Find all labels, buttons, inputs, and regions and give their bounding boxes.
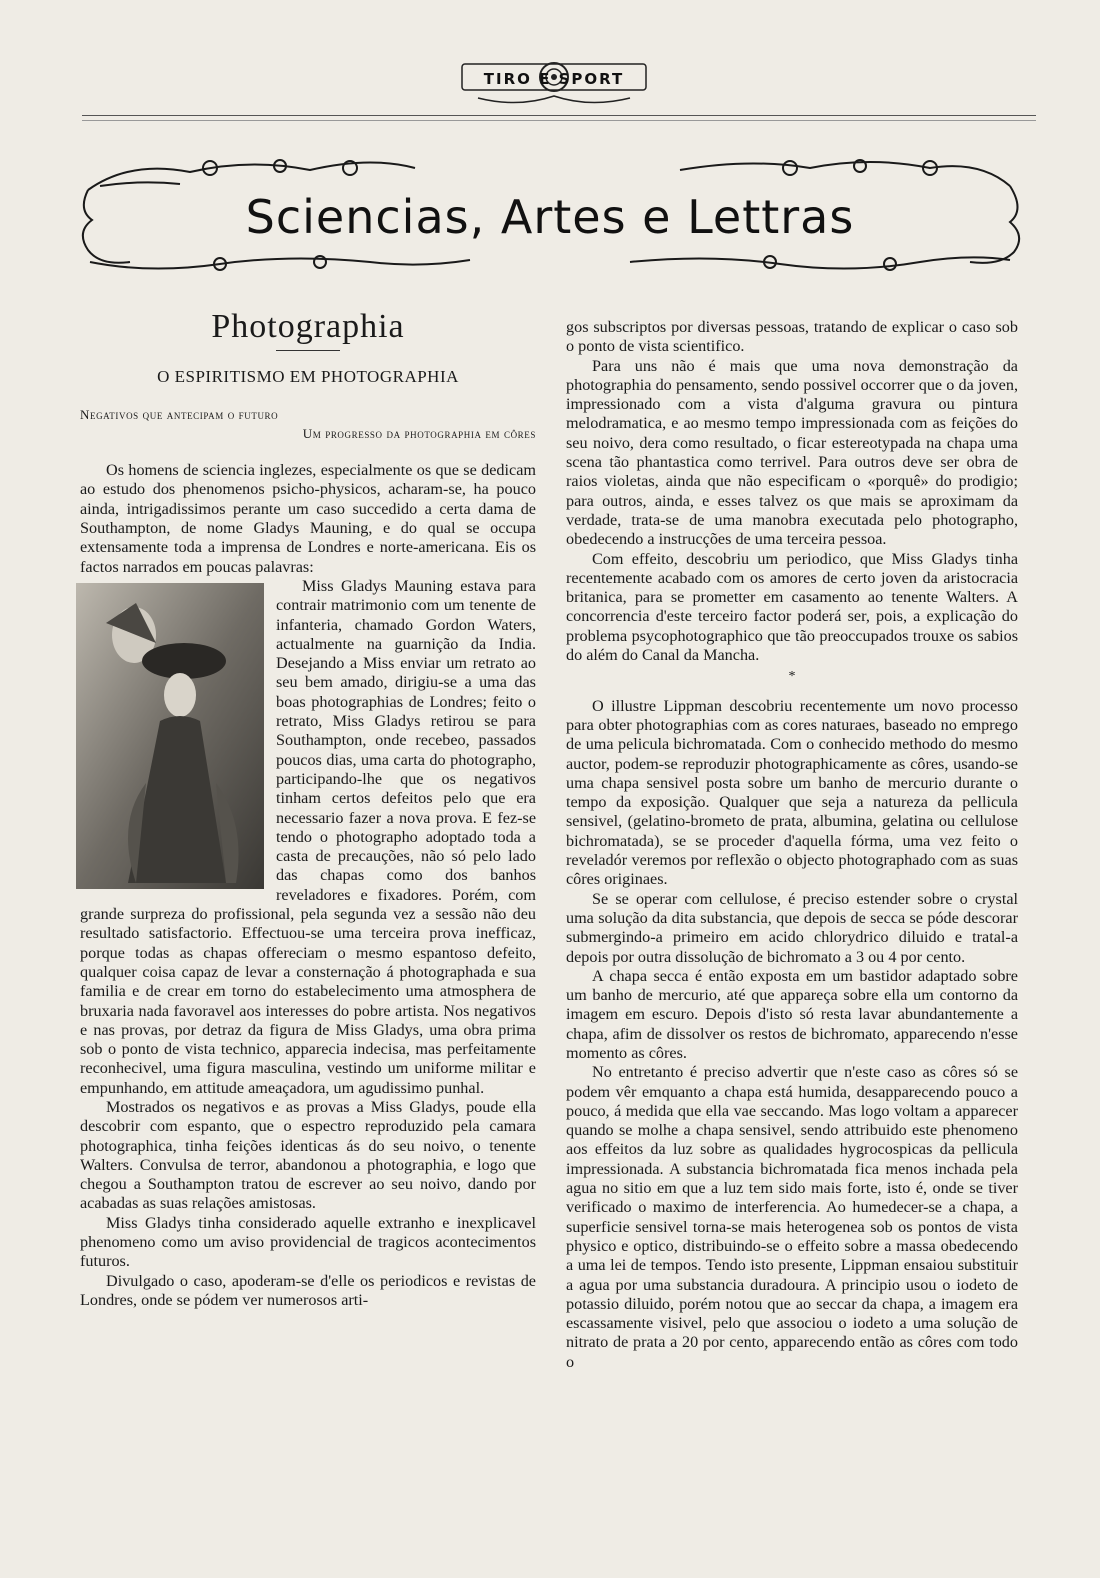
article-kicker-second: Um progresso da photographia em côres	[302, 425, 536, 441]
paragraph: Miss Gladys Mauning estava para contrair matrimonio com um tenente de infanteria, chamado Gordon Waters, actualmente na guarnição da India. Desejando a Miss enviar um retrato ao seu bem amado, dirigiu-se a uma das boas photographias de Londres; feito o retrato, Miss Gladys retirou se para Southampton, onde recebeo, passados poucos dias, uma carta do photographo, participando-lhe que os negativos tinham certos defeitos pelo que era necessario fazer a nova prova. E fez-se tendo o photographo adoptado toda a casta de precauções, não só pelo lado das chapas como dos banhos reveladores e fixadores. Porém, com grande surpreza do profissional, pela segunda vez a sessão não deu resultado satisfactorio. Effectuou-se uma terceira prova inefficaz, porque todas as chapas offereciam o mesmo espantoso defeito, qualquer coisa capaz de levar a consternação á photographada e sua familia e de crear em torno do estabelecimento uma atmosphera de bruxaria nada favoravel aos interesses do pobre artista. Nos negativos e nas provas, por detraz da figura de Miss Gladys, uma obra prima sob o ponto de vista technico, apparecia indecisa, mas perfeitamente reconhecivel, uma figura masculina, vestindo um uniforme militar e empunhando, em attitude ameaçadora, um agudissimo punhal.	[80, 576, 536, 1097]
paragraph: Mostrados os negativos e as provas a Miss Gladys, poude ella descobrir com espanto, que o espectro reproduzido pela camara photographica, tinha feições identicas ás do seu noivo, o tenente Walters. Convulsa de terror, abandonou a photographia, e logo que chegou a Southampton tratou de escrever ao seu noivo, dando por acabadas as suas relações amistosas.	[80, 1097, 536, 1213]
header-rule	[82, 115, 1036, 116]
portrait-illustration	[76, 583, 264, 889]
paragraph: Para uns não é mais que uma nova demonstração da photographia do pensamento, sendo possivel occorrer que o da joven, impressionado com a vista d'alguma gravura ou pintura melodramatica, e ao mesmo tempo impressionada com as feições do seu noivo, dera como resultado, o ficar estereotypada na chapa uma scena tão phantastica como terrivel. Para outros deve ser obra de raios violetas, ainda que não especificam o «porquê» do prodigio; para outros, ainda, e esses talvez os que mais se aproximam da verdade, trata-se de uma manobra executada pelo photographo, obedecendo a instrucções de uma terceira pessoa.	[566, 356, 1018, 549]
portrait-photo	[76, 583, 264, 889]
section-title: Sciencias, Artes e Lettras	[245, 190, 855, 244]
section-separator: *	[788, 669, 796, 685]
left-column	[80, 305, 536, 1310]
paragraph: gos subscriptos por diversas pessoas, tratando de explicar o caso sob o ponto de vista scientifico.	[566, 318, 1018, 356]
title-rule	[276, 350, 340, 351]
header-rule-secondary	[82, 120, 1036, 121]
article-subtitle: O ESPIRITISMO EM PHOTOGRAPHIA	[157, 367, 459, 387]
paragraph: O illustre Lippman descobriu recentemente um novo processo para obter photographias com as cores naturaes, baseado no emprego de uma pelicula bichromatada. Com o conhecido methodo do mesmo auctor, podem-se reproduzir photographicamente as côres, usando-se uma chapa sensivel posta sobre um banho de mercurio durante o tempo da exposição. Qualquer que seja a natureza da pellicula sensivel, (gelatino-brometo de prata, albumina, gelatina ou cellulose bichromatada), se se proceder d'aquella fórma, uma vez feito o reveladór veremos por reflexão o objecto photographado com as suas côres originaes.	[566, 696, 1018, 889]
paragraph: Os homens de sciencia inglezes, especialmente os que se dedicam ao estudo dos phenomenos psicho-physicos, acharam-se, ha pouco ainda, intrigadissimos perante um caso succedido a certa dama de Southampton, de nome Gladys Mauning, e do qual se occupa extensamente toda a imprensa de Londres e norte-americana. Eis os factos narrados em poucas palavras:	[80, 461, 536, 576]
paragraph: Com effeito, descobriu um periodico, que Miss Gladys tinha recentemente acabado com os amores de certo joven da aristocracia britanica, para se prometter em casamento ao tenente Walters. A concorrencia d'este terceiro factor poderá ser, pois, a explicação do problema psycophotographico que tão preoccupados trouxe os sabios do além do Canal da Mancha.	[566, 549, 1018, 665]
article-kicker-first: Negativos que antecipam o futuro	[80, 406, 279, 422]
article-title: Photographia	[211, 308, 405, 345]
paragraph: Se se operar com cellulose, é preciso estender sobre o crystal uma solução da dita substancia, que depois de secca se póde descorar submergindo-a primeiro em acido chlorydrico diluido e tratal-a depois por outra dissolução de bichromato a 3 ou 4 por cento.	[566, 889, 1018, 966]
masthead-logo	[458, 56, 650, 108]
paragraph: No entretanto é preciso advertir que n'este caso as côres só se podem vêr emquanto a chapa está humida, desapparecendo pouco a pouco, á medida que ella vae seccando. Mas logo voltam a apparecer quando se molhe a chapa sensivel, sendo attribuido este phenomeno aos effeitos da luz sobre as qualidades hygrocospicas da pellicula impressionada. A substancia bichromatada fica menos inchada pela agua no sitio em que a luz tem sido mais forte, isto é, onde se tiver verificado o maximo de interferencia. Ao humedecer-se a chapa, a superficie sensivel torna-se mais heterogenea sob os pontos de vista physico e optico, distribuindo-se o effeito sobre a massa obedecendo a uma lei de tempos. Tendo isto presente, Lippman ensaiou substituir a agua por uma substancia duradoura. A principio usou o iodeto de potassio diluido, porém notou que ao seccar da chapa, a imagem era escassamente visivel, pelo que associou o iodeto a uma solução de nitrato de prata a 20 por cento, apparecendo então as côres com todo o	[566, 1063, 1018, 1371]
paragraph: Divulgado o caso, apoderam-se d'elle os periodicos e revistas de Londres, onde se pódem ver numerosos arti-	[80, 1271, 536, 1309]
right-column	[566, 318, 1018, 1372]
paragraph: A chapa secca é então exposta em um bastidor adaptado sobre um banho de mercurio, até que appareça sobre ella um contorno da imagem em escuro. Depois d'isto só resta lavar abundantemente a chapa, afim de dissolver os restos de bichromato, apparecendo n'esse momento as côres.	[566, 966, 1018, 1062]
masthead-title: TIRO E SPORT	[483, 70, 625, 88]
paragraph: Miss Gladys tinha considerado aquelle extranho e inexplicavel phenomeno como um aviso providencial de tragicos acontecimentos futuros.	[80, 1213, 536, 1271]
